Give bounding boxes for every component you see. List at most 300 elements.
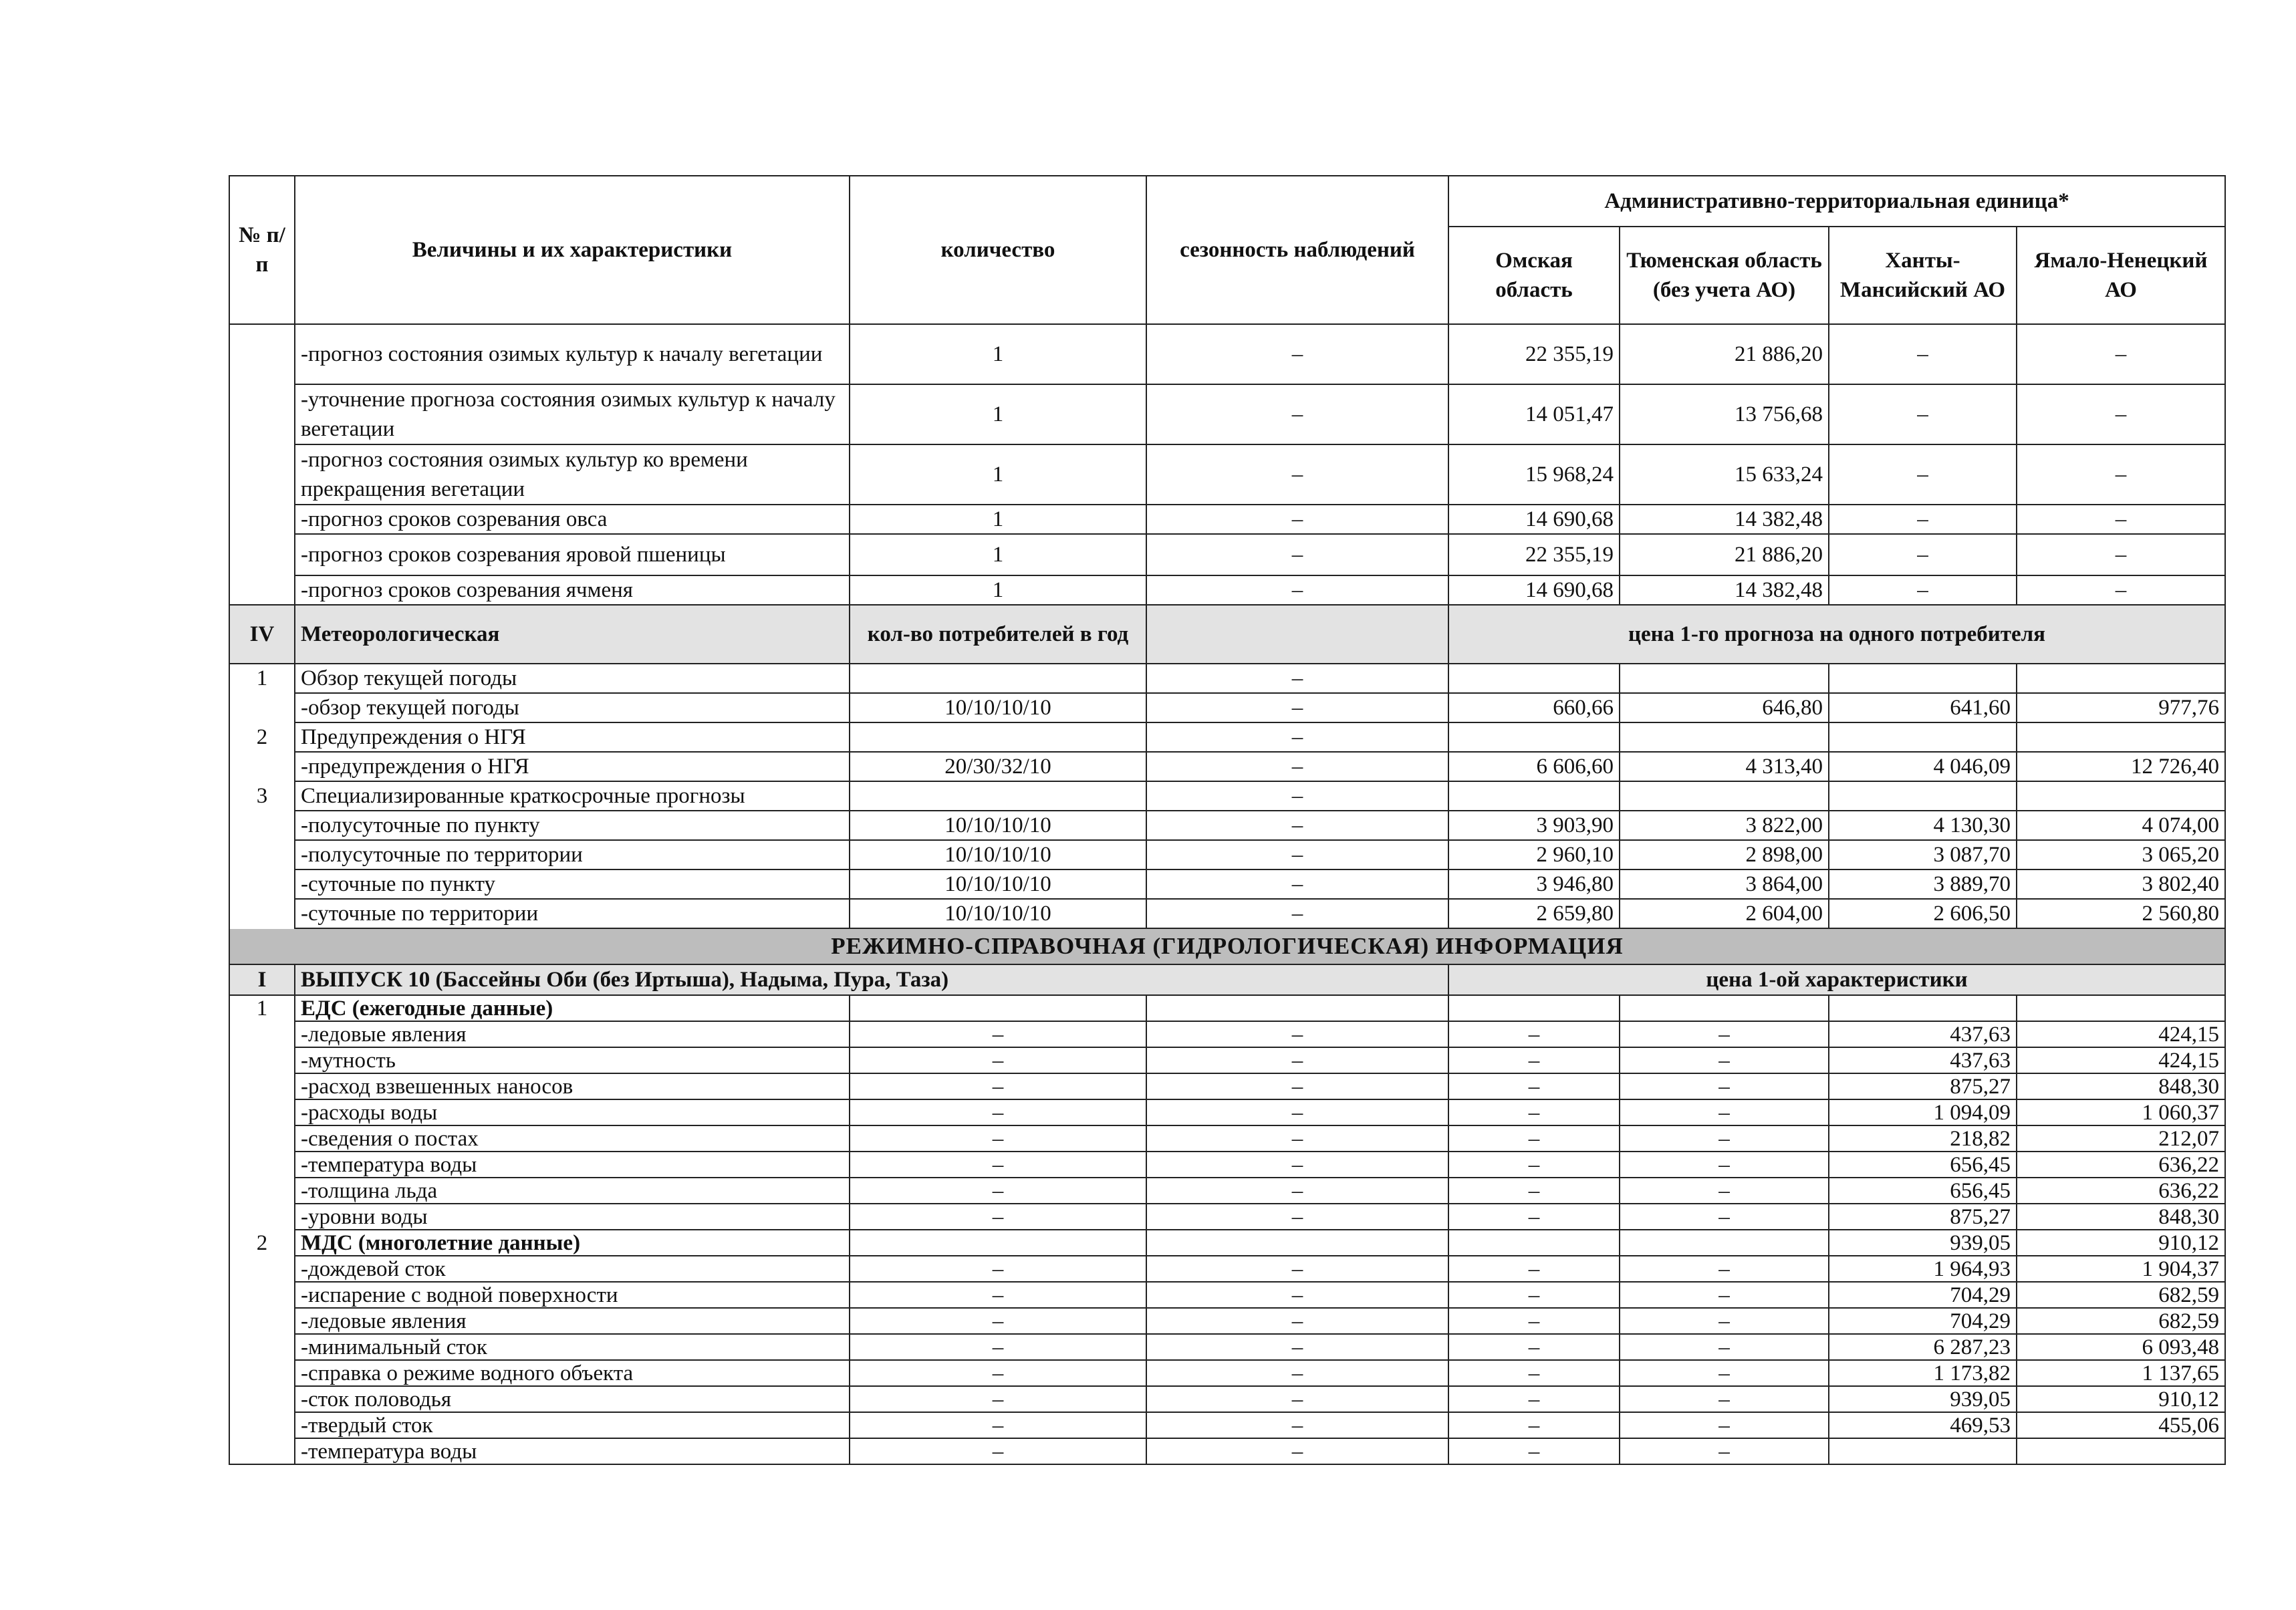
table-row (229, 444, 2225, 505)
row-season: – (1146, 1125, 1448, 1152)
row-name: -дождевой сток (295, 1256, 850, 1282)
cell-omsk (1448, 664, 1620, 693)
table-row (229, 664, 2225, 693)
cell-khmao: 4 130,30 (1829, 811, 2017, 840)
row-name: -ледовые явления (295, 1021, 850, 1047)
row-qty: – (850, 1178, 1146, 1204)
table-row (229, 1360, 2225, 1386)
row-no (229, 840, 295, 869)
table-row (229, 1282, 2225, 1308)
cell-tyumen (1620, 1230, 1829, 1256)
table-row (229, 1021, 2225, 1047)
row-name: Обзор текущей погоды (295, 664, 850, 693)
row-name: -температура воды (295, 1152, 850, 1178)
table-row (229, 1334, 2225, 1360)
row-no (229, 1386, 295, 1412)
table-row (229, 693, 2225, 722)
cell-tyumen: – (1620, 1334, 1829, 1360)
row-name: Предупреждения о НГЯ (295, 722, 850, 752)
cell-tyumen: 2 898,00 (1620, 840, 1829, 869)
cell-yanao: 636,22 (2017, 1152, 2225, 1178)
row-season: – (1146, 1204, 1448, 1230)
table-row (229, 1386, 2225, 1412)
cell-yanao: 2 560,80 (2017, 899, 2225, 928)
row-season: – (1146, 1178, 1448, 1204)
cell-khmao: 469,53 (1829, 1412, 2017, 1438)
table-row (229, 1047, 2225, 1073)
row-season: – (1146, 384, 1448, 444)
cell-tyumen (1620, 664, 1829, 693)
cell-yanao: 12 726,40 (2017, 752, 2225, 781)
table-row (229, 752, 2225, 781)
row-no (229, 1021, 295, 1047)
cell-tyumen: 21 886,20 (1620, 324, 1829, 384)
section-iv-row (229, 605, 2225, 664)
cell-tyumen (1620, 781, 1829, 811)
cell-khmao: 3 087,70 (1829, 840, 2017, 869)
row-qty: 1 (850, 384, 1146, 444)
table-row (229, 384, 2225, 444)
row-season: – (1146, 899, 1448, 928)
cell-omsk (1448, 722, 1620, 752)
table-row (229, 869, 2225, 899)
row-qty: – (850, 1256, 1146, 1282)
cell-khmao: 1 964,93 (1829, 1256, 2017, 1282)
cell-khmao (1829, 1438, 2017, 1464)
row-season: – (1146, 840, 1448, 869)
cell-yanao (2017, 995, 2225, 1021)
cell-tyumen: – (1620, 1099, 1829, 1125)
row-qty: 10/10/10/10 (850, 693, 1146, 722)
row-no (229, 1412, 295, 1438)
row-qty (850, 1230, 1146, 1256)
row-qty: – (850, 1334, 1146, 1360)
cell-omsk: – (1448, 1386, 1620, 1412)
row-name: -уровни воды (295, 1204, 850, 1230)
row-qty: – (850, 1282, 1146, 1308)
row-season: – (1146, 722, 1448, 752)
row-no (229, 1204, 295, 1230)
row-name: -полусуточные по территории (295, 840, 850, 869)
cell-khmao: – (1829, 324, 2017, 384)
cell-khmao: 1 094,09 (1829, 1099, 2017, 1125)
row-season: – (1146, 869, 1448, 899)
row-name: -обзор текущей погоды (295, 693, 850, 722)
row-name: -расход взвешенных наносов (295, 1073, 850, 1099)
row-no: 2 (229, 722, 295, 752)
cell-tyumen (1620, 995, 1829, 1021)
cell-tyumen: 2 604,00 (1620, 899, 1829, 928)
cell-yanao (2017, 722, 2225, 752)
section-iv-price: цена 1-го прогноза на одного потребителя (1448, 605, 2225, 664)
cell-omsk: – (1448, 1256, 1620, 1282)
cell-yanao: 910,12 (2017, 1230, 2225, 1256)
table-row (229, 781, 2225, 811)
row-qty: 1 (850, 575, 1146, 605)
cell-khmao (1829, 722, 2017, 752)
cell-omsk: – (1448, 1334, 1620, 1360)
row-name: МДС (многолетние данные) (295, 1230, 850, 1256)
row-no (229, 1308, 295, 1334)
row-qty: 1 (850, 324, 1146, 384)
cell-tyumen: – (1620, 1412, 1829, 1438)
cell-yanao: 4 074,00 (2017, 811, 2225, 840)
row-season: – (1146, 324, 1448, 384)
cell-khmao: 1 173,82 (1829, 1360, 2017, 1386)
cell-omsk: – (1448, 1047, 1620, 1073)
row-season: – (1146, 1334, 1448, 1360)
row-qty: – (850, 1021, 1146, 1047)
row-season: – (1146, 781, 1448, 811)
section-i-no: I (229, 964, 295, 995)
cell-khmao: 704,29 (1829, 1308, 2017, 1334)
row-qty: – (850, 1412, 1146, 1438)
cell-tyumen: 3 864,00 (1620, 869, 1829, 899)
row-no (229, 1178, 295, 1204)
cell-omsk: – (1448, 1360, 1620, 1386)
cell-yanao: 1 137,65 (2017, 1360, 2225, 1386)
table-row (229, 1308, 2225, 1334)
cell-tyumen: – (1620, 1308, 1829, 1334)
cell-khmao: 875,27 (1829, 1073, 2017, 1099)
row-name: -прогноз сроков созревания овса (295, 505, 850, 534)
row-qty (850, 722, 1146, 752)
cell-yanao: 455,06 (2017, 1412, 2225, 1438)
cell-khmao (1829, 781, 2017, 811)
cell-khmao (1829, 995, 2017, 1021)
row-season (1146, 995, 1448, 1021)
row-no: 1 (229, 664, 295, 693)
cell-omsk: 14 051,47 (1448, 384, 1620, 444)
row-season: – (1146, 1308, 1448, 1334)
section-iv-no: IV (229, 605, 295, 664)
row-qty: 1 (850, 444, 1146, 505)
cell-yanao: 3 065,20 (2017, 840, 2225, 869)
table-row (229, 1099, 2225, 1125)
table-row (229, 722, 2225, 752)
cell-khmao: 6 287,23 (1829, 1334, 2017, 1360)
section-i-name: ВЫПУСК 10 (Бассейны Оби (без Иртыша), Надыма, Пура, Таза) (295, 964, 1448, 995)
cell-tyumen: – (1620, 1282, 1829, 1308)
cell-yanao (2017, 664, 2225, 693)
cell-yanao: 636,22 (2017, 1178, 2225, 1204)
hydro-info-title: РЕЖИМНО-СПРАВОЧНАЯ (ГИДРОЛОГИЧЕСКАЯ) ИНФОРМАЦИЯ (229, 928, 2225, 964)
cell-omsk: 15 968,24 (1448, 444, 1620, 505)
row-season: – (1146, 534, 1448, 575)
section-i-row (229, 964, 2225, 995)
row-qty: 10/10/10/10 (850, 869, 1146, 899)
cell-khmao: 875,27 (1829, 1204, 2017, 1230)
row-qty: 10/10/10/10 (850, 811, 1146, 840)
row-qty (850, 781, 1146, 811)
cell-omsk: 3 946,80 (1448, 869, 1620, 899)
section-iv-name: Метеорологическая (295, 605, 850, 664)
row-no: 1 (229, 995, 295, 1021)
table-row (229, 324, 2225, 384)
cell-omsk: – (1448, 1204, 1620, 1230)
cell-tyumen: – (1620, 1021, 1829, 1047)
table-row (229, 811, 2225, 840)
cell-omsk: 3 903,90 (1448, 811, 1620, 840)
table-row (229, 1152, 2225, 1178)
row-season: – (1146, 505, 1448, 534)
row-name: -температура воды (295, 1438, 850, 1464)
row-qty: – (850, 1308, 1146, 1334)
row-season: – (1146, 1152, 1448, 1178)
row-no (229, 899, 295, 928)
row-name: -суточные по территории (295, 899, 850, 928)
table-row (229, 1178, 2225, 1204)
header-row-top (229, 176, 2225, 227)
region-tyumen-header: Тюменская область (без учета АО) (1620, 227, 1829, 324)
mds-group-row (229, 1230, 2225, 1256)
col-name-header: Величины и их характеристики (295, 176, 850, 324)
row-no (229, 1152, 295, 1178)
row-season: – (1146, 1360, 1448, 1386)
row-no (229, 1099, 295, 1125)
cell-khmao: 641,60 (1829, 693, 2017, 722)
row-qty: – (850, 1099, 1146, 1125)
row-no: 3 (229, 781, 295, 811)
table-row (229, 1412, 2225, 1438)
cell-omsk: 2 659,80 (1448, 899, 1620, 928)
table-row (229, 899, 2225, 928)
row-name: -предупреждения о НГЯ (295, 752, 850, 781)
row-name: ЕДС (ежегодные данные) (295, 995, 850, 1021)
cell-khmao: – (1829, 534, 2017, 575)
row-qty: 10/10/10/10 (850, 840, 1146, 869)
cell-yanao: 682,59 (2017, 1282, 2225, 1308)
row-qty: – (850, 1360, 1146, 1386)
row-no (229, 1047, 295, 1073)
row-no (229, 1438, 295, 1464)
cell-yanao: 848,30 (2017, 1204, 2225, 1230)
cell-khmao: 437,63 (1829, 1047, 2017, 1073)
cell-tyumen: 3 822,00 (1620, 811, 1829, 840)
cell-yanao: – (2017, 575, 2225, 605)
row-no (229, 1125, 295, 1152)
row-no (229, 693, 295, 722)
cell-omsk: – (1448, 1021, 1620, 1047)
cell-khmao: – (1829, 505, 2017, 534)
row-qty: 1 (850, 505, 1146, 534)
cell-khmao: 218,82 (1829, 1125, 2017, 1152)
row-no (229, 1282, 295, 1308)
cell-omsk: – (1448, 1308, 1620, 1334)
row-season: – (1146, 1047, 1448, 1073)
cell-yanao: – (2017, 444, 2225, 505)
row-name: -прогноз сроков созревания ячменя (295, 575, 850, 605)
cell-omsk: 14 690,68 (1448, 505, 1620, 534)
cell-khmao: 939,05 (1829, 1230, 2017, 1256)
cell-tyumen: – (1620, 1360, 1829, 1386)
cell-khmao (1829, 664, 2017, 693)
region-omsk-header: Омская область (1448, 227, 1620, 324)
table-row (229, 1125, 2225, 1152)
cell-tyumen: – (1620, 1256, 1829, 1282)
cell-yanao: – (2017, 324, 2225, 384)
table-row (229, 1438, 2225, 1464)
cell-khmao: – (1829, 384, 2017, 444)
cell-omsk: 22 355,19 (1448, 324, 1620, 384)
cell-khmao: 437,63 (1829, 1021, 2017, 1047)
cell-omsk: – (1448, 1125, 1620, 1152)
row-no (229, 752, 295, 781)
cell-yanao: 977,76 (2017, 693, 2225, 722)
row-name: -справка о режиме водного объекта (295, 1360, 850, 1386)
cell-omsk: – (1448, 1073, 1620, 1099)
cell-tyumen: 14 382,48 (1620, 505, 1829, 534)
cell-yanao: 910,12 (2017, 1386, 2225, 1412)
row-name: -толщина льда (295, 1178, 850, 1204)
cell-khmao: 939,05 (1829, 1386, 2017, 1412)
cell-tyumen: – (1620, 1073, 1829, 1099)
cell-omsk: 6 606,60 (1448, 752, 1620, 781)
cell-khmao: 2 606,50 (1829, 899, 2017, 928)
row-qty: 20/30/32/10 (850, 752, 1146, 781)
row-no (229, 324, 295, 605)
cell-omsk: 660,66 (1448, 693, 1620, 722)
cell-omsk: – (1448, 1099, 1620, 1125)
cell-tyumen: – (1620, 1047, 1829, 1073)
col-no-header: № п/п (229, 176, 295, 324)
col-season-header: сезонность наблюдений (1146, 176, 1448, 324)
col-qty-header: количество (850, 176, 1146, 324)
cell-yanao (2017, 1438, 2225, 1464)
cell-tyumen: 14 382,48 (1620, 575, 1829, 605)
row-qty: – (850, 1073, 1146, 1099)
row-name: -прогноз сроков созревания яровой пшеницы (295, 534, 850, 575)
row-qty (850, 995, 1146, 1021)
cell-khmao: 656,45 (1829, 1152, 2017, 1178)
cell-tyumen (1620, 722, 1829, 752)
row-season: – (1146, 752, 1448, 781)
row-qty: 10/10/10/10 (850, 899, 1146, 928)
cell-yanao: – (2017, 384, 2225, 444)
row-qty: 1 (850, 534, 1146, 575)
cell-khmao: – (1829, 575, 2017, 605)
row-name: Специализированные краткосрочные прогнозы (295, 781, 850, 811)
row-season: – (1146, 664, 1448, 693)
cell-yanao: – (2017, 534, 2225, 575)
section-iv-qty: кол-во потребителей в год (850, 605, 1146, 664)
cell-omsk: – (1448, 1412, 1620, 1438)
cell-tyumen: – (1620, 1386, 1829, 1412)
cell-yanao: 6 093,48 (2017, 1334, 2225, 1360)
cell-tyumen: 15 633,24 (1620, 444, 1829, 505)
table-row (229, 1073, 2225, 1099)
cell-yanao: 1 904,37 (2017, 1256, 2225, 1282)
section-i-price: цена 1-ой характеристики (1448, 964, 2225, 995)
cell-omsk: – (1448, 1178, 1620, 1204)
cell-tyumen: 4 313,40 (1620, 752, 1829, 781)
row-season: – (1146, 1099, 1448, 1125)
row-season: – (1146, 693, 1448, 722)
cell-khmao: 656,45 (1829, 1178, 2017, 1204)
table-body (229, 324, 2225, 1464)
cell-omsk: 22 355,19 (1448, 534, 1620, 575)
row-season (1146, 1230, 1448, 1256)
row-name: -сток половодья (295, 1386, 850, 1412)
row-qty: – (850, 1047, 1146, 1073)
row-season: – (1146, 1386, 1448, 1412)
cell-omsk: – (1448, 1438, 1620, 1464)
cell-khmao: 704,29 (1829, 1282, 2017, 1308)
cell-khmao: 4 046,09 (1829, 752, 2017, 781)
row-no (229, 1334, 295, 1360)
cell-tyumen: 646,80 (1620, 693, 1829, 722)
cell-omsk: 2 960,10 (1448, 840, 1620, 869)
cell-tyumen: 21 886,20 (1620, 534, 1829, 575)
row-season: – (1146, 1256, 1448, 1282)
row-name: -полусуточные по пункту (295, 811, 850, 840)
cell-yanao: 1 060,37 (2017, 1099, 2225, 1125)
row-name: -мутность (295, 1047, 850, 1073)
hydro-info-band (229, 928, 2225, 964)
cell-omsk (1448, 781, 1620, 811)
cell-tyumen: – (1620, 1125, 1829, 1152)
row-season: – (1146, 444, 1448, 505)
cell-yanao: 682,59 (2017, 1308, 2225, 1334)
row-qty: – (850, 1152, 1146, 1178)
cell-tyumen: – (1620, 1178, 1829, 1204)
row-name: -расходы воды (295, 1099, 850, 1125)
eds-group-row (229, 995, 2225, 1021)
row-season: – (1146, 1021, 1448, 1047)
row-name: -твердый сток (295, 1412, 850, 1438)
row-qty: – (850, 1125, 1146, 1152)
row-season: – (1146, 1282, 1448, 1308)
row-name: -прогноз состояния озимых культур к началу вегетации (295, 324, 850, 384)
cell-khmao: 3 889,70 (1829, 869, 2017, 899)
cell-yanao: 212,07 (2017, 1125, 2225, 1152)
row-name: -уточнение прогноза состояния озимых культур к началу вегетации (295, 384, 850, 444)
cell-yanao: 848,30 (2017, 1073, 2225, 1099)
row-no (229, 811, 295, 840)
cell-omsk: – (1448, 1282, 1620, 1308)
row-name: -суточные по пункту (295, 869, 850, 899)
row-season: – (1146, 811, 1448, 840)
row-no (229, 1073, 295, 1099)
row-no (229, 869, 295, 899)
cell-omsk (1448, 1230, 1620, 1256)
cell-tyumen: – (1620, 1204, 1829, 1230)
row-qty (850, 664, 1146, 693)
table-row (229, 1256, 2225, 1282)
region-khmao-header: Ханты-Мансийский АО (1829, 227, 2017, 324)
table-row (229, 575, 2225, 605)
cell-tyumen: – (1620, 1152, 1829, 1178)
cell-yanao: – (2017, 505, 2225, 534)
row-qty: – (850, 1386, 1146, 1412)
row-season: – (1146, 575, 1448, 605)
row-name: -испарение с водной поверхности (295, 1282, 850, 1308)
row-qty: – (850, 1438, 1146, 1464)
row-name: -минимальный сток (295, 1334, 850, 1360)
cell-yanao (2017, 781, 2225, 811)
table-row (229, 840, 2225, 869)
cell-tyumen: – (1620, 1438, 1829, 1464)
cell-omsk (1448, 995, 1620, 1021)
table-row (229, 505, 2225, 534)
row-season: – (1146, 1438, 1448, 1464)
cell-yanao: 424,15 (2017, 1047, 2225, 1073)
tariff-sheet (229, 175, 2224, 1465)
table-row (229, 1204, 2225, 1230)
region-yanao-header: Ямало-Ненецкий АО (2017, 227, 2225, 324)
row-no: 2 (229, 1230, 295, 1256)
row-qty: – (850, 1204, 1146, 1230)
